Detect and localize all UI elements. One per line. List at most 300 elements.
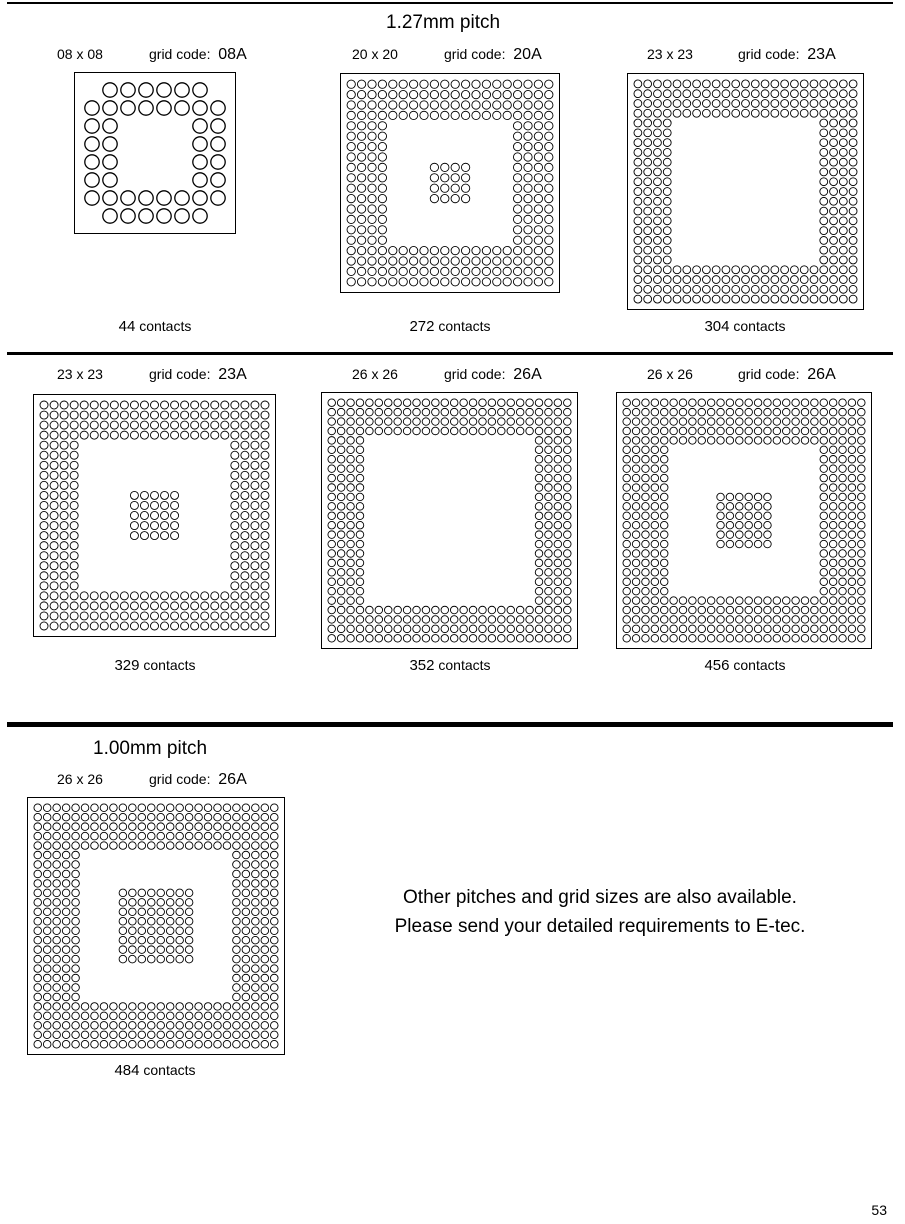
contact-ball bbox=[261, 955, 269, 963]
contact-ball bbox=[34, 1012, 42, 1020]
contact-ball bbox=[231, 572, 239, 580]
contact-ball bbox=[43, 993, 51, 1001]
contact-ball bbox=[347, 142, 355, 150]
contact-ball bbox=[683, 276, 691, 284]
contact-ball bbox=[726, 606, 734, 614]
contact-ball bbox=[241, 612, 249, 620]
contact-ball bbox=[166, 936, 174, 944]
contact-ball bbox=[261, 401, 269, 409]
contact-ball bbox=[782, 597, 790, 605]
contact-ball bbox=[366, 606, 374, 614]
contact-ball bbox=[507, 606, 515, 614]
contact-ball bbox=[654, 285, 662, 293]
contact-ball bbox=[830, 109, 838, 117]
contact-ball bbox=[119, 842, 127, 850]
contact-ball bbox=[130, 622, 138, 630]
contact-ball bbox=[251, 602, 259, 610]
contact-ball bbox=[623, 493, 631, 501]
contact-ball bbox=[839, 550, 847, 558]
contact-ball bbox=[70, 511, 78, 519]
contact-ball bbox=[792, 606, 800, 614]
contact-ball bbox=[242, 880, 250, 888]
contact-ball bbox=[726, 399, 734, 407]
contact-ball bbox=[545, 512, 553, 520]
contact-ball bbox=[53, 1022, 61, 1030]
contact-ball bbox=[554, 437, 562, 445]
contact-ball bbox=[375, 606, 383, 614]
contact-ball bbox=[726, 521, 734, 529]
contact-ball bbox=[535, 399, 543, 407]
contact-ball bbox=[157, 908, 165, 916]
contact-ball bbox=[623, 521, 631, 529]
contact-ball bbox=[378, 90, 386, 98]
contact-ball bbox=[644, 276, 652, 284]
contact-ball bbox=[535, 465, 543, 473]
contact-ball bbox=[70, 542, 78, 550]
contact-ball bbox=[564, 531, 572, 539]
contact-ball bbox=[53, 946, 61, 954]
contact-ball bbox=[430, 194, 438, 202]
contact-ball bbox=[337, 587, 345, 595]
contact-ball bbox=[368, 246, 376, 254]
contact-ball bbox=[460, 616, 468, 624]
contact-ball bbox=[839, 569, 847, 577]
contact-ball bbox=[632, 597, 640, 605]
contact-ball bbox=[347, 205, 355, 213]
contact-ball bbox=[472, 267, 480, 275]
contact-ball bbox=[554, 550, 562, 558]
contact-ball bbox=[252, 946, 260, 954]
contact-ball bbox=[157, 1022, 165, 1030]
contact-ball bbox=[792, 408, 800, 416]
contact-ball bbox=[191, 602, 199, 610]
contact-ball bbox=[745, 606, 753, 614]
top-rule bbox=[7, 2, 893, 4]
contact-ball bbox=[535, 493, 543, 501]
contact-ball bbox=[858, 625, 866, 633]
contact-ball bbox=[119, 1022, 127, 1030]
contact-ball bbox=[751, 109, 759, 117]
contact-ball bbox=[663, 80, 671, 88]
contact-ball bbox=[792, 616, 800, 624]
contact-ball bbox=[698, 427, 706, 435]
contact-ball bbox=[399, 267, 407, 275]
contact-ball bbox=[328, 512, 336, 520]
contact-ball bbox=[252, 984, 260, 992]
contact-ball bbox=[347, 437, 355, 445]
contact-ball bbox=[147, 823, 155, 831]
contact-ball bbox=[848, 606, 856, 614]
contact-ball bbox=[252, 813, 260, 821]
contact-ball bbox=[820, 207, 828, 215]
contact-ball bbox=[493, 90, 501, 98]
contact-ball bbox=[34, 889, 42, 897]
contact-ball bbox=[430, 278, 438, 286]
contact-ball bbox=[751, 90, 759, 98]
contact-ball bbox=[791, 80, 799, 88]
contact-ball bbox=[526, 635, 534, 643]
contact-ball bbox=[337, 606, 345, 614]
contact-ball bbox=[211, 173, 225, 187]
contact-ball bbox=[660, 587, 668, 595]
contact-ball bbox=[432, 616, 440, 624]
contact-ball bbox=[698, 437, 706, 445]
contact-ball bbox=[503, 278, 511, 286]
contact-ball bbox=[138, 823, 146, 831]
contact-ball bbox=[830, 119, 838, 127]
contact-ball bbox=[211, 612, 219, 620]
contact-ball bbox=[839, 285, 847, 293]
contact-ball bbox=[430, 111, 438, 119]
contact-ball bbox=[129, 927, 137, 935]
contact-ball bbox=[378, 278, 386, 286]
contact-ball bbox=[634, 80, 642, 88]
contact-ball bbox=[849, 158, 857, 166]
contact-ball bbox=[347, 399, 355, 407]
contact-ball bbox=[211, 431, 219, 439]
contact-ball bbox=[513, 174, 521, 182]
contact-ball bbox=[623, 503, 631, 511]
grid-code-label: grid code: 08A bbox=[149, 46, 247, 63]
contact-ball bbox=[564, 408, 572, 416]
contact-ball bbox=[62, 965, 70, 973]
contact-ball bbox=[670, 418, 678, 426]
contact-ball bbox=[642, 484, 650, 492]
bga-package-diagram bbox=[340, 73, 560, 293]
contact-ball bbox=[242, 889, 250, 897]
contact-ball bbox=[50, 522, 58, 530]
contact-ball bbox=[839, 266, 847, 274]
contact-ball bbox=[683, 295, 691, 303]
contact-ball bbox=[328, 484, 336, 492]
contact-ball bbox=[70, 441, 78, 449]
contact-ball bbox=[72, 1022, 80, 1030]
contact-ball bbox=[507, 418, 515, 426]
contact-ball bbox=[43, 899, 51, 907]
contact-ball bbox=[337, 531, 345, 539]
contact-ball bbox=[820, 399, 828, 407]
contact-ball bbox=[261, 917, 269, 925]
contact-ball bbox=[120, 411, 128, 419]
contact-ball bbox=[545, 540, 553, 548]
contact-ball bbox=[764, 437, 772, 445]
contact-ball bbox=[185, 1040, 193, 1048]
contact-ball bbox=[830, 246, 838, 254]
contact-ball bbox=[689, 427, 697, 435]
contact-ball bbox=[60, 501, 68, 509]
contact-ball bbox=[535, 587, 543, 595]
contact-ball bbox=[347, 174, 355, 182]
contact-ball bbox=[129, 955, 137, 963]
contact-ball bbox=[534, 278, 542, 286]
contact-ball bbox=[513, 184, 521, 192]
contact-ball bbox=[34, 880, 42, 888]
contact-ball bbox=[839, 512, 847, 520]
contact-ball bbox=[516, 427, 524, 435]
contact-ball bbox=[347, 616, 355, 624]
contact-ball bbox=[764, 408, 772, 416]
contact-ball bbox=[328, 540, 336, 548]
contact-ball bbox=[62, 832, 70, 840]
contact-ball bbox=[356, 540, 364, 548]
contact-ball bbox=[347, 578, 355, 586]
contact-ball bbox=[100, 592, 108, 600]
contact-ball bbox=[251, 471, 259, 479]
contact-ball bbox=[660, 578, 668, 586]
contact-ball bbox=[34, 927, 42, 935]
contact-ball bbox=[53, 1040, 61, 1048]
contact-ball bbox=[242, 861, 250, 869]
section-divider bbox=[7, 352, 893, 355]
contact-ball bbox=[53, 984, 61, 992]
contact-ball bbox=[745, 503, 753, 511]
contact-ball bbox=[242, 1012, 250, 1020]
contact-ball bbox=[161, 401, 169, 409]
contact-ball bbox=[176, 889, 184, 897]
contact-ball bbox=[683, 80, 691, 88]
contact-ball bbox=[642, 493, 650, 501]
contact-ball bbox=[252, 832, 260, 840]
contact-ball bbox=[193, 191, 207, 205]
contact-ball bbox=[450, 616, 458, 624]
contact-ball bbox=[848, 578, 856, 586]
contact-ball bbox=[526, 625, 534, 633]
contact-ball bbox=[545, 616, 553, 624]
contact-ball bbox=[166, 813, 174, 821]
contact-ball bbox=[623, 578, 631, 586]
contact-ball bbox=[328, 587, 336, 595]
contact-ball bbox=[185, 823, 193, 831]
contact-ball bbox=[764, 597, 772, 605]
contact-grid bbox=[75, 73, 235, 233]
contact-ball bbox=[717, 418, 725, 426]
contact-ball bbox=[175, 209, 189, 223]
contact-ball bbox=[482, 101, 490, 109]
contact-ball bbox=[754, 512, 762, 520]
contact-ball bbox=[261, 851, 269, 859]
contact-ball bbox=[535, 606, 543, 614]
contact-ball bbox=[70, 491, 78, 499]
contact-ball bbox=[357, 132, 365, 140]
contact-ball bbox=[43, 889, 51, 897]
contact-ball bbox=[394, 399, 402, 407]
contact-ball bbox=[103, 191, 117, 205]
contact-ball bbox=[642, 512, 650, 520]
contact-ball bbox=[564, 465, 572, 473]
contact-ball bbox=[100, 842, 108, 850]
contact-ball bbox=[161, 622, 169, 630]
contact-ball bbox=[810, 80, 818, 88]
contact-ball bbox=[204, 1031, 212, 1039]
contact-ball bbox=[157, 804, 165, 812]
contact-ball bbox=[839, 188, 847, 196]
contact-ball bbox=[60, 532, 68, 540]
contact-ball bbox=[347, 493, 355, 501]
contact-ball bbox=[337, 493, 345, 501]
contact-ball bbox=[130, 431, 138, 439]
contact-ball bbox=[110, 804, 118, 812]
contact-ball bbox=[503, 246, 511, 254]
contact-ball bbox=[337, 550, 345, 558]
contact-ball bbox=[72, 1012, 80, 1020]
contact-ball bbox=[642, 597, 650, 605]
contact-ball bbox=[34, 823, 42, 831]
contact-ball bbox=[623, 550, 631, 558]
contact-ball bbox=[110, 1003, 118, 1011]
contact-ball bbox=[242, 993, 250, 1001]
contact-ball bbox=[81, 1040, 89, 1048]
contact-ball bbox=[34, 813, 42, 821]
contact-ball bbox=[564, 437, 572, 445]
contact-ball bbox=[535, 512, 543, 520]
contact-ball bbox=[535, 569, 543, 577]
contact-ball bbox=[707, 635, 715, 643]
contact-ball bbox=[623, 616, 631, 624]
contact-ball bbox=[356, 437, 364, 445]
contact-ball bbox=[241, 592, 249, 600]
contact-ball bbox=[642, 559, 650, 567]
contact-ball bbox=[231, 592, 239, 600]
contact-ball bbox=[231, 511, 239, 519]
contact-ball bbox=[651, 465, 659, 473]
contact-ball bbox=[663, 217, 671, 225]
contact-ball bbox=[654, 148, 662, 156]
contact-ball bbox=[689, 625, 697, 633]
contact-ball bbox=[736, 597, 744, 605]
contact-ball bbox=[839, 90, 847, 98]
contact-ball bbox=[185, 927, 193, 935]
contact-ball bbox=[204, 813, 212, 821]
contact-ball bbox=[745, 399, 753, 407]
contact-ball bbox=[413, 427, 421, 435]
contact-ball bbox=[660, 550, 668, 558]
contact-ball bbox=[660, 474, 668, 482]
contact-ball bbox=[839, 197, 847, 205]
contact-ball bbox=[535, 418, 543, 426]
contact-ball bbox=[394, 625, 402, 633]
contact-ball bbox=[820, 168, 828, 176]
contact-ball bbox=[764, 512, 772, 520]
contact-ball bbox=[642, 465, 650, 473]
contact-ball bbox=[524, 111, 532, 119]
contact-ball bbox=[270, 946, 278, 954]
contact-ball bbox=[660, 512, 668, 520]
contact-ball bbox=[191, 612, 199, 620]
contact-ball bbox=[702, 109, 710, 117]
contact-ball bbox=[413, 635, 421, 643]
contact-ball bbox=[535, 559, 543, 567]
contact-ball bbox=[800, 295, 808, 303]
contact-ball bbox=[176, 842, 184, 850]
contact-ball bbox=[660, 399, 668, 407]
contact-ball bbox=[50, 491, 58, 499]
contact-ball bbox=[110, 813, 118, 821]
contact-ball bbox=[233, 927, 241, 935]
contact-ball bbox=[632, 512, 640, 520]
contact-ball bbox=[432, 606, 440, 614]
contact-ball bbox=[53, 823, 61, 831]
contact-ball bbox=[191, 431, 199, 439]
contact-ball bbox=[185, 908, 193, 916]
contact-ball bbox=[663, 197, 671, 205]
contact-ball bbox=[129, 917, 137, 925]
contact-ball bbox=[53, 861, 61, 869]
contact-ball bbox=[830, 256, 838, 264]
contact-ball bbox=[479, 616, 487, 624]
contact-ball bbox=[554, 606, 562, 614]
contact-ball bbox=[745, 408, 753, 416]
contact-ball bbox=[110, 602, 118, 610]
contact-ball bbox=[119, 946, 127, 954]
contact-ball bbox=[745, 625, 753, 633]
contact-ball bbox=[460, 635, 468, 643]
contact-ball bbox=[451, 101, 459, 109]
contact-ball bbox=[261, 552, 269, 560]
contact-ball bbox=[356, 399, 364, 407]
contact-ball bbox=[356, 503, 364, 511]
contact-ball bbox=[829, 437, 837, 445]
contact-ball bbox=[368, 236, 376, 244]
contact-ball bbox=[472, 246, 480, 254]
contact-ball bbox=[513, 215, 521, 223]
contact-ball bbox=[72, 823, 80, 831]
contact-ball bbox=[545, 521, 553, 529]
contact-ball bbox=[736, 540, 744, 548]
contact-ball bbox=[157, 1003, 165, 1011]
contact-ball bbox=[472, 257, 480, 265]
contact-ball bbox=[347, 267, 355, 275]
contact-ball bbox=[479, 418, 487, 426]
contact-ball bbox=[460, 625, 468, 633]
contact-ball bbox=[171, 501, 179, 509]
contact-ball bbox=[736, 616, 744, 624]
contact-ball bbox=[34, 936, 42, 944]
contact-ball bbox=[644, 109, 652, 117]
contact-ball bbox=[660, 616, 668, 624]
contact-ball bbox=[181, 592, 189, 600]
contact-ball bbox=[347, 226, 355, 234]
contact-ball bbox=[513, 194, 521, 202]
contact-ball bbox=[801, 427, 809, 435]
contact-ball bbox=[829, 408, 837, 416]
contact-ball bbox=[642, 587, 650, 595]
contact-ball bbox=[534, 153, 542, 161]
contact-ball bbox=[482, 267, 490, 275]
contact-ball bbox=[673, 100, 681, 108]
contact-ball bbox=[403, 635, 411, 643]
contact-ball bbox=[535, 597, 543, 605]
contact-ball bbox=[60, 421, 68, 429]
contact-ball bbox=[211, 137, 225, 151]
contact-ball bbox=[829, 597, 837, 605]
contact-ball bbox=[839, 408, 847, 416]
contact-ball bbox=[848, 521, 856, 529]
contact-ball bbox=[120, 592, 128, 600]
contact-ball bbox=[460, 399, 468, 407]
contact-ball bbox=[488, 427, 496, 435]
contact-ball bbox=[50, 501, 58, 509]
contact-ball bbox=[663, 227, 671, 235]
contact-ball bbox=[214, 804, 222, 812]
contact-ball bbox=[81, 842, 89, 850]
contact-ball bbox=[138, 832, 146, 840]
contact-ball bbox=[660, 455, 668, 463]
contact-ball bbox=[839, 158, 847, 166]
contact-ball bbox=[60, 441, 68, 449]
contact-ball bbox=[150, 602, 158, 610]
contact-ball bbox=[356, 484, 364, 492]
contact-ball bbox=[849, 246, 857, 254]
